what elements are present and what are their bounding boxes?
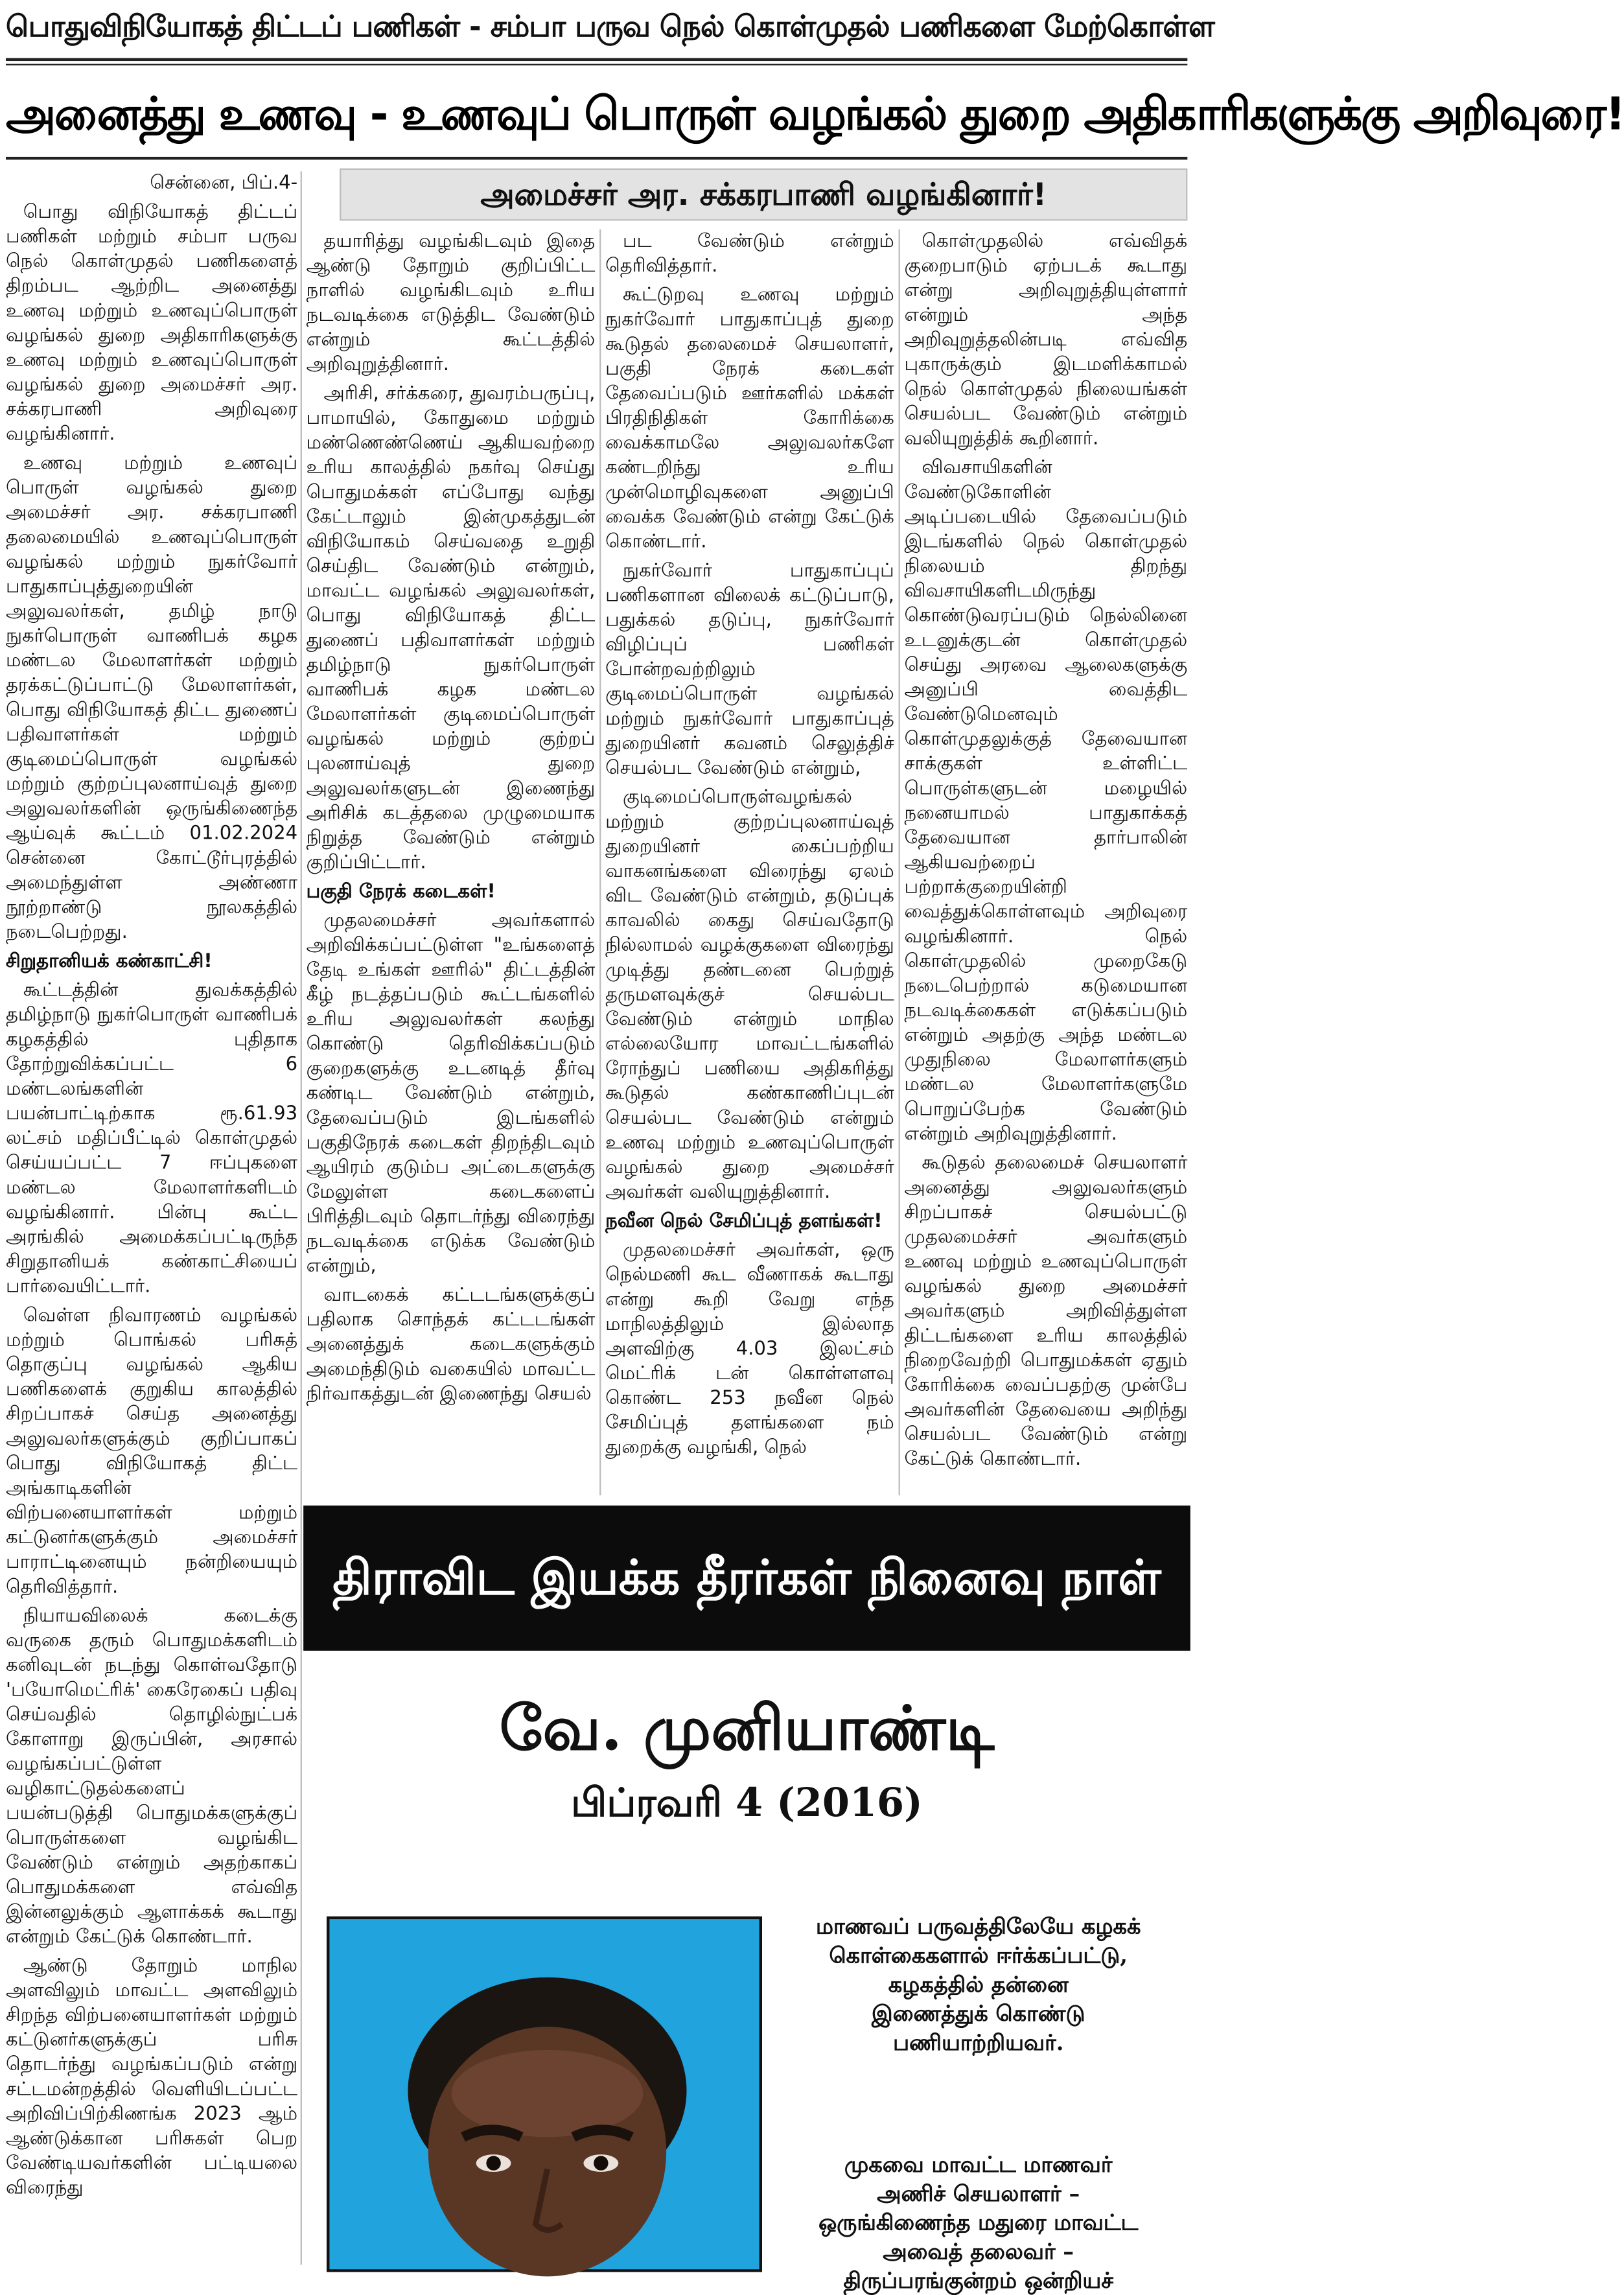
subheadline: அமைச்சர் அர. சக்கரபாணி வழங்கினார்! [340,169,1187,221]
dateline: சென்னை, பிப்.4- [150,172,298,195]
paragraph: அரிசி, சர்க்கரை, துவரம்பருப்பு, பாமாயில், கோதுமை மற்றும் மண்ணெண்ணெய் ஆகியவற்றை உரிய காலத்தில் நகர்வு செய்து பொதுமக்கள் எப்போது வந்து கேட்டாலும் இன்முகத்துடன் விநியோகம் செய்வதை உறுதி செய்திட வேண்டும் என்றும், மாவட்ட வழங்கல் அலுவலர்கள், பொது விநியோகத் திட்ட துணைப் பதிவாளர்கள் மற்றும் தமிழ்நாடு நுகர்பொருள் வாணிபக் கழக மண்டல மேலாளர்கள் குடிமைப்பொருள் வழங்கல் மற்றும் குற்றப் புலனாய்வுத் துறை அலுவலர்களுடன் இணைந்து அரிசிக் கடத்தலை முழுமையாக நிறுத்த வேண்டும் என்றும் குறிப்பிட்டார். [306,383,596,874]
paragraph: முதலமைச்சர் அவர்கள், ஒரு நெல்மணி கூட வீணாகக் கூடாது என்று கூறி வேறு எந்த மாநிலத்திலும் இல்லாத அளவிற்கு 4.03 இலட்சம் மெட்ரிக் டன் கொள்ளளவு கொண்ட 253 நவீன நெல் சேமிப்புத் தளங்களை நம் துறைக்கு வழங்கி, நெல் [605,1239,894,1460]
top-rule [6,58,1187,61]
memorial-notice [303,1506,1190,2294]
section-heading: சிறுதானியக் கண்காட்சி! [5,951,213,973]
role-line: முகவை மாவட்ட மாணவர் [844,2151,1113,2178]
paragraph: கூட்டுறவு உணவு மற்றும் நுகர்வோர் பாதுகாப்புத் துறை கூடுதல் தலைமைச் செயலாளர், பகுதி நேரக் கடைகள் தேவைப்படும் ஊர்களில் மக்கள் பிரதிநிதிகள் கோரிக்கை வைக்காமலே அலுவலர்களே கண்டறிந்து உரிய முன்மொழிவுகளை அனுப்பி வைக்க வேண்டும் என்று கேட்டுக் கொண்டார். [605,285,894,553]
role-line: அவைத் தலைவர் – [883,2239,1074,2265]
paragraph: பட வேண்டும் என்றும் தெரிவித்தார். [605,231,894,277]
kicker-headline: பொதுவிநியோகத் திட்டப் பணிகள் - சம்பா பருவ நெல் கொள்முதல் பணிகளை மேற்கொள்ள [5,8,1214,44]
paragraph: கொள்முதலில் எவ்விதக் குறைபாடும் ஏற்படக் கூடாது என்று அறிவுறுத்தியுள்ளார் என்றும் அந்த அறிவுறுத்தலின்படி எவ்வித புகாருக்கும் இடமளிக்காமல் நெல் கொள்முதல் நிலையங்கள் செயல்பட வேண்டும் என்றும் வலியுறுத்திக் கூறினார். [904,231,1188,450]
article-column-2 [307,229,596,1495]
article-column-3 [605,229,894,1495]
description-line: மாணவப் பருவத்திலேயே கழகக் [815,1913,1141,1940]
article-column-1 [6,171,297,2265]
paragraph: நுகர்வோர் பாதுகாப்புப் பணிகளான விலைக் கட்டுப்பாடு, பதுக்கல் தடுப்பு, நுகர்வோர் விழிப்புப் பணிகள் போன்றவற்றிலும் குடிமைப்பொருள் வழங்கல் மற்றும் நுகர்வோர் பாதுகாப்புத் துறையினர் கவனம் செலுத்திச் செயல்பட வேண்டும் என்றும், [605,560,894,780]
memorial-date: பிப்ரவரி 4 (2016) [571,1781,923,1826]
role-line: திருப்பரங்குன்றம் ஒன்றியச் [843,2267,1113,2294]
paragraph: முதலமைச்சர் அவர்களால் அறிவிக்கப்பட்டுள்ள "உங்களைத் தேடி உங்கள் ஊரில்" திட்டத்தின் கீழ் நடத்தப்படும் கூட்டங்களில் உரிய அலுவலர்கள் கலந்து கொண்டு தெரிவிக்கப்படும் குறைகளுக்கு உடனடித் தீர்வு கண்டிட வேண்டும் என்றும், தேவைப்படும் இடங்களில் பகுதிநேரக் கடைகள் திறந்திடவும் ஆயிரம் குடும்ப அட்டைகளுக்கு மேலுள்ள கடைகளைப் பிரித்திடவும் தொடர்ந்து விரைந்து நடவடிக்கை எடுக்க வேண்டும் என்றும், [306,910,596,1278]
main-headline: அனைத்து உணவு - உணவுப் பொருள் வழங்கல் துறை அதிகாரிகளுக்கு அறிவுரை! [5,88,1624,141]
portrait-photo [327,1916,762,2272]
paragraph: நியாயவிலைக் கடைக்கு வருகை தரும் பொதுமக்களிடம் கனிவுடன் நடந்து கொள்வதோடு 'பயோமெட்ரிக்' கைரேகைப் பதிவு செய்வதில் தொழில்நுட்பக் கோளாறு இருப்பின், அரசால் வழங்கப்பட்டுள்ள வழிகாட்டுதல்களைப் பயன்படுத்தி பொதுமக்களுக்குப் பொருள்களை வழங்கிட வேண்டும் என்றும் அதற்காகப் பொதுமக்களை எவ்வித இன்னலுக்கும் ஆளாக்கக் கூடாது என்றும் கேட்டுக் கொண்டார். [5,1605,298,1949]
column-divider [599,229,601,1495]
article-column-4 [905,229,1188,1495]
paragraph: ஆண்டு தோறும் மாநில அளவிலும் மாவட்ட அளவிலும் சிறந்த விற்பனையாளர்கள் மற்றும் கட்டுனர்களுக்குப் பரிசு தொடர்ந்து வழங்கப்படும் என்று சட்டமன்றத்தில் வெளியிடப்பட்ட அறிவிப்பிற்கிணங்க 2023 ஆம் ஆண்டுக்கான பரிசுகள் பெற வேண்டியவர்களின் பட்டியலை விரைந்து [5,1955,298,2200]
paragraph: வாடகைக் கட்டடங்களுக்குப் பதிலாக சொந்தக் கட்டடங்கள் அனைத்துக் கடைகளுக்கும் அமைந்திடும் வகையில் மாவட்ட நிர்வாகத்துடன் இணைந்து செயல் [306,1285,596,1406]
top-rule-thin [6,64,1187,65]
memorial-description [771,1912,1186,2115]
section-heading: பகுதி நேரக் கடைகள்! [306,881,496,903]
headline-rule [6,157,1187,159]
memorial-name: வே. முனியாண்டி [499,1692,995,1764]
role-line: அணிச் செயலாளர் – [877,2180,1080,2207]
description-line: கொள்கைகளால் ஈர்க்கப்பட்டு, [829,1942,1128,1969]
paragraph: பொது விநியோகத் திட்டப் பணிகள் மற்றும் சம்பா பருவ நெல் கொள்முதல் பணிகளைத் திறம்பட ஆற்றிட அனைத்து உணவு மற்றும் உணவுப்பொருள் வழங்கல் துறை அதிகாரிகளுக்கு உணவு மற்றும் உணவுப்பொருள் வழங்கல் துறை அமைச்சர் அர. சக்கரபாணி அறிவுரை வழங்கினார். [5,202,298,446]
description-line: இணைத்துக் கொண்டு [872,2000,1085,2027]
paragraph: குடிமைப்பொருள்வழங்கல் மற்றும் குற்றப்புலனாய்வுத் துறையினர் கைப்பற்றிய வாகனங்களை விரைந்து ஏலம் விட வேண்டும் என்றும், தடுப்புக் காவலில் கைது செய்வதோடு நில்லாமல் வழக்குகளை விரைந்து முடித்து தண்டனை பெற்றுத் தருமளவுக்குச் செயல்பட வேண்டும் என்றும் மாநில எல்லையோர மாவட்டங்களில் ரோந்துப் பணியை அதிகரித்து கூடுதல் கண்காணிப்புடன் செயல்பட வேண்டும் என்றும் உணவு மற்றும் உணவுப்பொருள் வழங்கல் துறை அமைச்சர் அவர்கள் வலியுறுத்தினார். [605,787,894,1204]
description-line: கழகத்தில் தன்னை [888,1971,1069,1998]
memorial-roles [771,2150,1186,2294]
description-line: பணியாற்றியவர். [893,2029,1064,2056]
column-divider [899,229,900,1495]
role-line: ஒருங்கிணைந்த மதுரை மாவட்ட [818,2209,1139,2236]
paragraph: வெள்ள நிவாரணம் வழங்கல் மற்றும் பொங்கல் பரிசுத் தொகுப்பு வழங்கல் ஆகிய பணிகளைக் குறுகிய காலத்தில் சிறப்பாகச் செய்த அனைத்து அலுவலர்களுக்கும் குறிப்பாகப் பொது விநியோகத் திட்ட அங்காடிகளின் விற்பனையாளர்கள் மற்றும் கட்டுனர்களுக்கும் அமைச்சர் பாராட்டினையும் நன்றியையும் தெரிவித்தார். [5,1305,298,1599]
portrait-illustration [329,1919,759,2269]
column-divider [301,171,302,2265]
paragraph: விவசாயிகளின் வேண்டுகோளின் அடிப்படையில் தேவைப்படும் இடங்களில் நெல் கொள்முதல் நிலையம் திறந்து விவசாயிகளிடமிருந்து கொண்டுவரப்படும் நெல்லினை உடனுக்குடன் கொள்முதல் செய்து அரவை ஆலைகளுக்கு அனுப்பி வைத்திட வேண்டுமெனவும் கொள்முதலுக்குத் தேவையான சாக்குகள் உள்ளிட்ட பொருள்களுடன் மழையில் நனையாமல் பாதுகாக்கத் தேவையான தார்பாலின் ஆகியவற்றைப் பற்றாக்குறையின்றி வைத்துக்கொள்ளவும் அறிவுரை வழங்கினார். நெல் கொள்முதலில் முறைகேடு நடைபெற்றால் கடுமையான நடவடிக்கைகள் எடுக்கப்படும் என்றும் அதற்கு அந்த மண்டல முதுநிலை மேலாளர்களும் மண்டல மேலாளர்களுமே பொறுப்பேற்க வேண்டும் என்றும் அறிவுறுத்தினார். [904,457,1188,1146]
section-heading: நவீன நெல் சேமிப்புத் தளங்கள்! [605,1211,883,1233]
paragraph: உணவு மற்றும் உணவுப் பொருள் வழங்கல் துறை அமைச்சர் அர. சக்கரபாணி தலைமையில் உணவுப்பொருள் வழங்கல் மற்றும் நுகர்வோர் பாதுகாப்புத்துறையின் அலுவலர்கள், தமிழ் நாடு நுகர்பொருள் வாணிபக் கழக மண்டல மேலாளர்கள் மற்றும் தரக்கட்டுப்பாட்டு மேலாளர்கள், பொது விநியோகத் திட்ட துணைப் பதிவாளர்கள் மற்றும் குடிமைப்பொருள் வழங்கல் மற்றும் குற்றப்புலனாய்வுத் துறை அலுவலர்களின் ஒருங்கிணைந்த ஆய்வுக் கூட்டம் 01.02.2024 சென்னை கோட்டூர்புரத்தில் அமைந்துள்ள அண்ணா நூற்றாண்டு நூலகத்தில் நடைபெற்றது. [5,452,298,944]
paragraph: கூடுதல் தலைமைச் செயலாளர் அனைத்து அலுவலர்களும் சிறப்பாகச் செயல்பட்டு முதலமைச்சர் அவர்களும் உணவு மற்றும் உணவுப்பொருள் வழங்கல் துறை அமைச்சர் அவர்களும் அறிவித்துள்ள திட்டங்களை உரிய காலத்தில் நிறைவேற்றி பொதுமக்கள் ஏதும் கோரிக்கை வைப்பதற்கு முன்பே அவர்களின் தேவையை அறிந்து செயல்பட வேண்டும் என்று கேட்டுக் கொண்டார். [904,1152,1188,1471]
paragraph: தயாரித்து வழங்கிடவும் இதை ஆண்டு தோறும் குறிப்பிட்ட நாளில் வழங்கிடவும் உரிய நடவடிக்கை எடுத்திட வேண்டும் என்றும் கூட்டத்தில் அறிவுறுத்தினார். [306,231,596,377]
memorial-title-band: திராவிட இயக்க தீரர்கள் நினைவு நாள் [303,1506,1190,1651]
paragraph: கூட்டத்தின் துவக்கத்தில் தமிழ்நாடு நுகர்பொருள் வாணிபக் கழகத்தில் புதிதாக தோற்றுவிக்கப்பட்ட 6 மண்டலங்களின் பயன்பாட்டிற்காக ரூ.61.93 லட்சம் மதிப்பீட்டில் கொள்முதல் செய்யப்பட்ட 7 ஈப்புகளை மண்டல மேலாளர்களிடம் வழங்கினார். பின்பு கூட்ட அரங்கில் அமைக்கப்பட்டிருந்த சிறுதானியக் கண்காட்சியைப் பார்வையிட்டார். [5,980,298,1298]
